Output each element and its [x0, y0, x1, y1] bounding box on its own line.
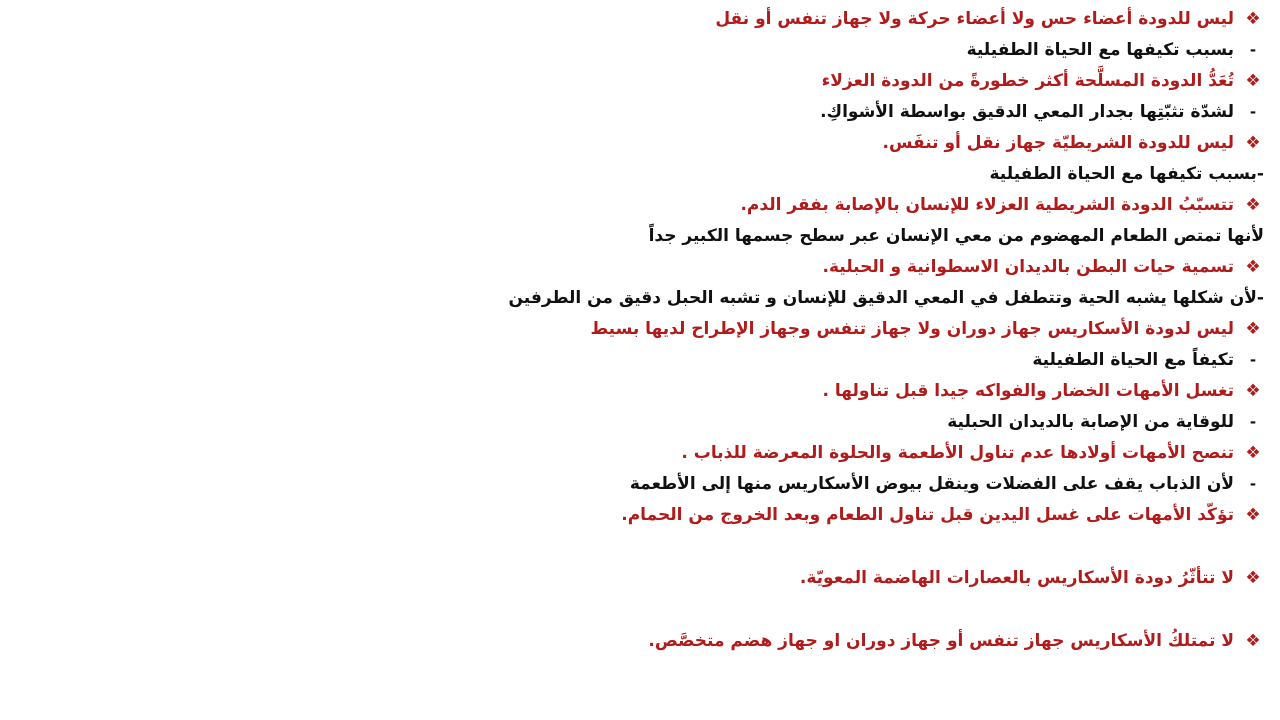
question-text: ليس للدودة الشريطيّة جهاز نقل أو تنفَس. — [882, 133, 1234, 153]
answer-line — [14, 221, 1264, 252]
answer-text: لشدّة تثبّتِها بجدار المعي الدقيق بواسطة الأشواكِ. — [820, 102, 1234, 122]
answer-text: -بسبب تكيفها مع الحياة الطفيلية — [989, 164, 1264, 184]
diamond-bullet-icon: ❖ — [1245, 568, 1261, 588]
diamond-bullet-icon: ❖ — [1245, 195, 1261, 215]
dash-marker: - — [1249, 351, 1257, 369]
question-line — [14, 252, 1264, 283]
answer-line — [14, 159, 1264, 190]
dash-marker: - — [1249, 103, 1257, 121]
question-line — [14, 314, 1264, 345]
blank-line — [14, 531, 1264, 563]
answer-text: تكيفاً مع الحياة الطفيلية — [1032, 350, 1234, 370]
question-text: تتسبّبُ الدودة الشريطية العزلاء للإنسان بالإصابة بفقر الدم. — [740, 195, 1234, 215]
question-text: ليس للدودة أعضاء حس ولا أعضاء حركة ولا جهاز تنفس أو نقل — [715, 9, 1234, 29]
question-line — [14, 500, 1264, 531]
question-line — [14, 4, 1264, 35]
question-text: لا تمتلكُ الأسكاريس جهاز تنفس أو جهاز دوران او جهاز هضم متخصَّص. — [648, 631, 1234, 651]
answer-text: بسبب تكيفها مع الحياة الطفيلية — [966, 40, 1234, 60]
answer-line — [14, 345, 1264, 376]
answer-line — [14, 407, 1264, 438]
question-text: تنصح الأمهات أولادها عدم تناول الأطعمة والحلوة المعرضة للذباب . — [681, 443, 1234, 463]
question-text: تؤكّد الأمهات على غسل اليدين قبل تناول الطعام وبعد الخروج من الحمام. — [621, 505, 1234, 525]
answer-text: -لأن شكلها يشبه الحية وتتطفل في المعي الدقيق للإنسان و تشبه الحبل دقيق من الطرفين — [508, 288, 1264, 308]
question-text: تسمية حيات البطن بالديدان الاسطوانية و الحبلية. — [822, 257, 1234, 277]
diamond-bullet-icon: ❖ — [1245, 257, 1261, 277]
diamond-bullet-icon: ❖ — [1245, 631, 1261, 651]
question-line — [14, 190, 1264, 221]
answer-text: للوقاية من الإصابة بالديدان الحبلية — [947, 412, 1234, 432]
diamond-bullet-icon: ❖ — [1245, 133, 1261, 153]
answer-line — [14, 283, 1264, 314]
question-text: لا تتأثّرُ دودة الأسكاريس بالعصارات الهاضمة المعويّة. — [799, 568, 1234, 588]
blank-line — [14, 594, 1264, 626]
question-text: ليس لدودة الأسكاريس جهاز دوران ولا جهاز تنفس وجهاز الإطراح لديها بسيط — [590, 319, 1234, 339]
diamond-bullet-icon: ❖ — [1245, 443, 1261, 463]
question-text: تُعَدُّ الدودة المسلَّحة أكثر خطورةً من الدودة العزلاء — [821, 71, 1234, 91]
question-line — [14, 376, 1264, 407]
answer-line — [14, 469, 1264, 500]
dash-marker: - — [1249, 475, 1257, 493]
diamond-bullet-icon: ❖ — [1245, 319, 1261, 339]
diamond-bullet-icon: ❖ — [1245, 9, 1261, 29]
question-line — [14, 438, 1264, 469]
question-line — [14, 66, 1264, 97]
dash-marker: - — [1249, 41, 1257, 59]
dash-marker: - — [1249, 413, 1257, 431]
diamond-bullet-icon: ❖ — [1245, 381, 1261, 401]
question-text: تغسل الأمهات الخضار والفواكه جيدا قبل تناولها . — [822, 381, 1234, 401]
answer-text: لأن الذباب يقف على الفضلات وينقل بيوض الأسكاريس منها إلى الأطعمة — [629, 474, 1234, 494]
diamond-bullet-icon: ❖ — [1245, 71, 1261, 91]
question-line — [14, 563, 1264, 594]
answer-line — [14, 35, 1264, 66]
question-line — [14, 626, 1264, 657]
answer-text: لأنها تمتص الطعام المهضوم من معي الإنسان عبر سطح جسمها الكبير جداً — [648, 226, 1264, 246]
question-line — [14, 128, 1264, 159]
document-body — [14, 4, 1264, 657]
diamond-bullet-icon: ❖ — [1245, 505, 1261, 525]
answer-line — [14, 97, 1264, 128]
